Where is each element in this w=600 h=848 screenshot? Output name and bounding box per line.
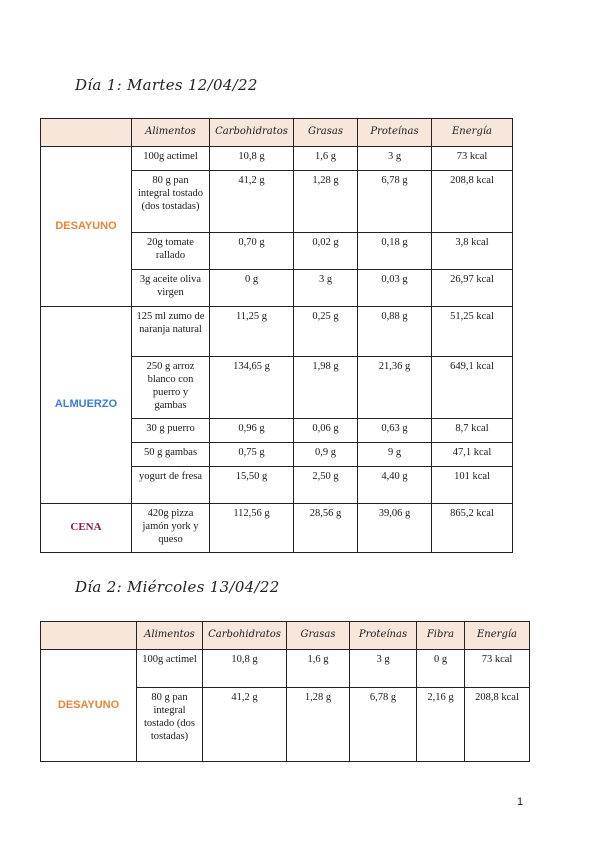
food-cell: 80 g pan integral tostado (dos tostadas) <box>137 688 203 762</box>
protein-cell: 6,78 g <box>358 171 432 233</box>
food-cell: 30 g puerro <box>132 419 210 443</box>
header-grasas: Grasas <box>294 119 358 147</box>
food-cell: 100g actimel <box>137 650 203 688</box>
protein-cell: 3 g <box>358 147 432 171</box>
fat-cell: 0,02 g <box>294 233 358 270</box>
header-carbohidratos: Carbohidratos <box>210 119 294 147</box>
table-header-row <box>41 622 530 650</box>
day2-title: Día 2: Miércoles 13/04/22 <box>75 578 280 596</box>
carbs-cell: 134,65 g <box>210 357 294 419</box>
carbs-cell: 11,25 g <box>210 307 294 357</box>
fat-cell: 1,28 g <box>294 171 358 233</box>
header-alimentos: Alimentos <box>137 622 203 650</box>
fiber-cell: 2,16 g <box>417 688 465 762</box>
fat-cell: 2,50 g <box>294 467 358 504</box>
carbs-cell: 0 g <box>210 270 294 307</box>
header-cell <box>41 119 132 147</box>
carbs-cell: 0,75 g <box>210 443 294 467</box>
day1-title: Día 1: Martes 12/04/22 <box>75 76 258 94</box>
energy-cell: 8,7 kcal <box>432 419 513 443</box>
energy-cell: 865,2 kcal <box>432 504 513 553</box>
food-cell: 100g actimel <box>132 147 210 171</box>
table-row <box>41 147 513 171</box>
food-cell: 50 g gambas <box>132 443 210 467</box>
protein-cell: 0,03 g <box>358 270 432 307</box>
header-alimentos: Alimentos <box>132 119 210 147</box>
protein-cell: 0,18 g <box>358 233 432 270</box>
table-row <box>41 307 513 357</box>
meal-label-desayuno: DESAYUNO <box>41 147 132 307</box>
fat-cell: 0,06 g <box>294 419 358 443</box>
header-energia: Energía <box>432 119 513 147</box>
header-carbohidratos: Carbohidratos <box>203 622 287 650</box>
meal-label-almuerzo: ALMUERZO <box>41 307 132 504</box>
energy-cell: 208,8 kcal <box>432 171 513 233</box>
page-number: 1 <box>517 796 524 808</box>
food-cell: 125 ml zumo de naranja natural <box>132 307 210 357</box>
food-cell: 3g aceite oliva virgen <box>132 270 210 307</box>
energy-cell: 649,1 kcal <box>432 357 513 419</box>
day2-nutrition-table <box>40 621 530 762</box>
food-cell: 80 g pan integral tostado (dos tostadas) <box>132 171 210 233</box>
energy-cell: 3,8 kcal <box>432 233 513 270</box>
protein-cell: 0,63 g <box>358 419 432 443</box>
fat-cell: 0,9 g <box>294 443 358 467</box>
energy-cell: 73 kcal <box>432 147 513 171</box>
protein-cell: 0,88 g <box>358 307 432 357</box>
header-grasas: Grasas <box>287 622 350 650</box>
carbs-cell: 112,56 g <box>210 504 294 553</box>
carbs-cell: 10,8 g <box>203 650 287 688</box>
fat-cell: 0,25 g <box>294 307 358 357</box>
carbs-cell: 10,8 g <box>210 147 294 171</box>
energy-cell: 26,97 kcal <box>432 270 513 307</box>
header-proteinas: Proteínas <box>350 622 417 650</box>
header-fibra: Fibra <box>417 622 465 650</box>
protein-cell: 39,06 g <box>358 504 432 553</box>
fat-cell: 1,6 g <box>287 650 350 688</box>
header-energia: Energía <box>465 622 530 650</box>
meal-label-desayuno: DESAYUNO <box>41 650 137 762</box>
fat-cell: 1,6 g <box>294 147 358 171</box>
energy-cell: 208,8 kcal <box>465 688 530 762</box>
carbs-cell: 0,96 g <box>210 419 294 443</box>
protein-cell: 4,40 g <box>358 467 432 504</box>
food-cell: 20g tomate rallado <box>132 233 210 270</box>
fat-cell: 3 g <box>294 270 358 307</box>
food-cell: 420g pizza jamón york y queso <box>132 504 210 553</box>
carbs-cell: 41,2 g <box>210 171 294 233</box>
protein-cell: 21,36 g <box>358 357 432 419</box>
carbs-cell: 0,70 g <box>210 233 294 270</box>
meal-label-cena: CENA <box>41 504 132 553</box>
food-cell: yogurt de fresa <box>132 467 210 504</box>
table-header-row <box>41 119 513 147</box>
energy-cell: 73 kcal <box>465 650 530 688</box>
protein-cell: 3 g <box>350 650 417 688</box>
fat-cell: 28,56 g <box>294 504 358 553</box>
day1-nutrition-table <box>40 118 513 553</box>
food-cell: 250 g arroz blanco con puerro y gambas <box>132 357 210 419</box>
table-row <box>41 650 530 688</box>
table-row <box>41 504 513 553</box>
energy-cell: 101 kcal <box>432 467 513 504</box>
fat-cell: 1,98 g <box>294 357 358 419</box>
fiber-cell: 0 g <box>417 650 465 688</box>
fat-cell: 1,28 g <box>287 688 350 762</box>
header-proteinas: Proteínas <box>358 119 432 147</box>
protein-cell: 6,78 g <box>350 688 417 762</box>
carbs-cell: 41,2 g <box>203 688 287 762</box>
protein-cell: 9 g <box>358 443 432 467</box>
header-cell <box>41 622 137 650</box>
carbs-cell: 15,50 g <box>210 467 294 504</box>
energy-cell: 51,25 kcal <box>432 307 513 357</box>
energy-cell: 47,1 kcal <box>432 443 513 467</box>
